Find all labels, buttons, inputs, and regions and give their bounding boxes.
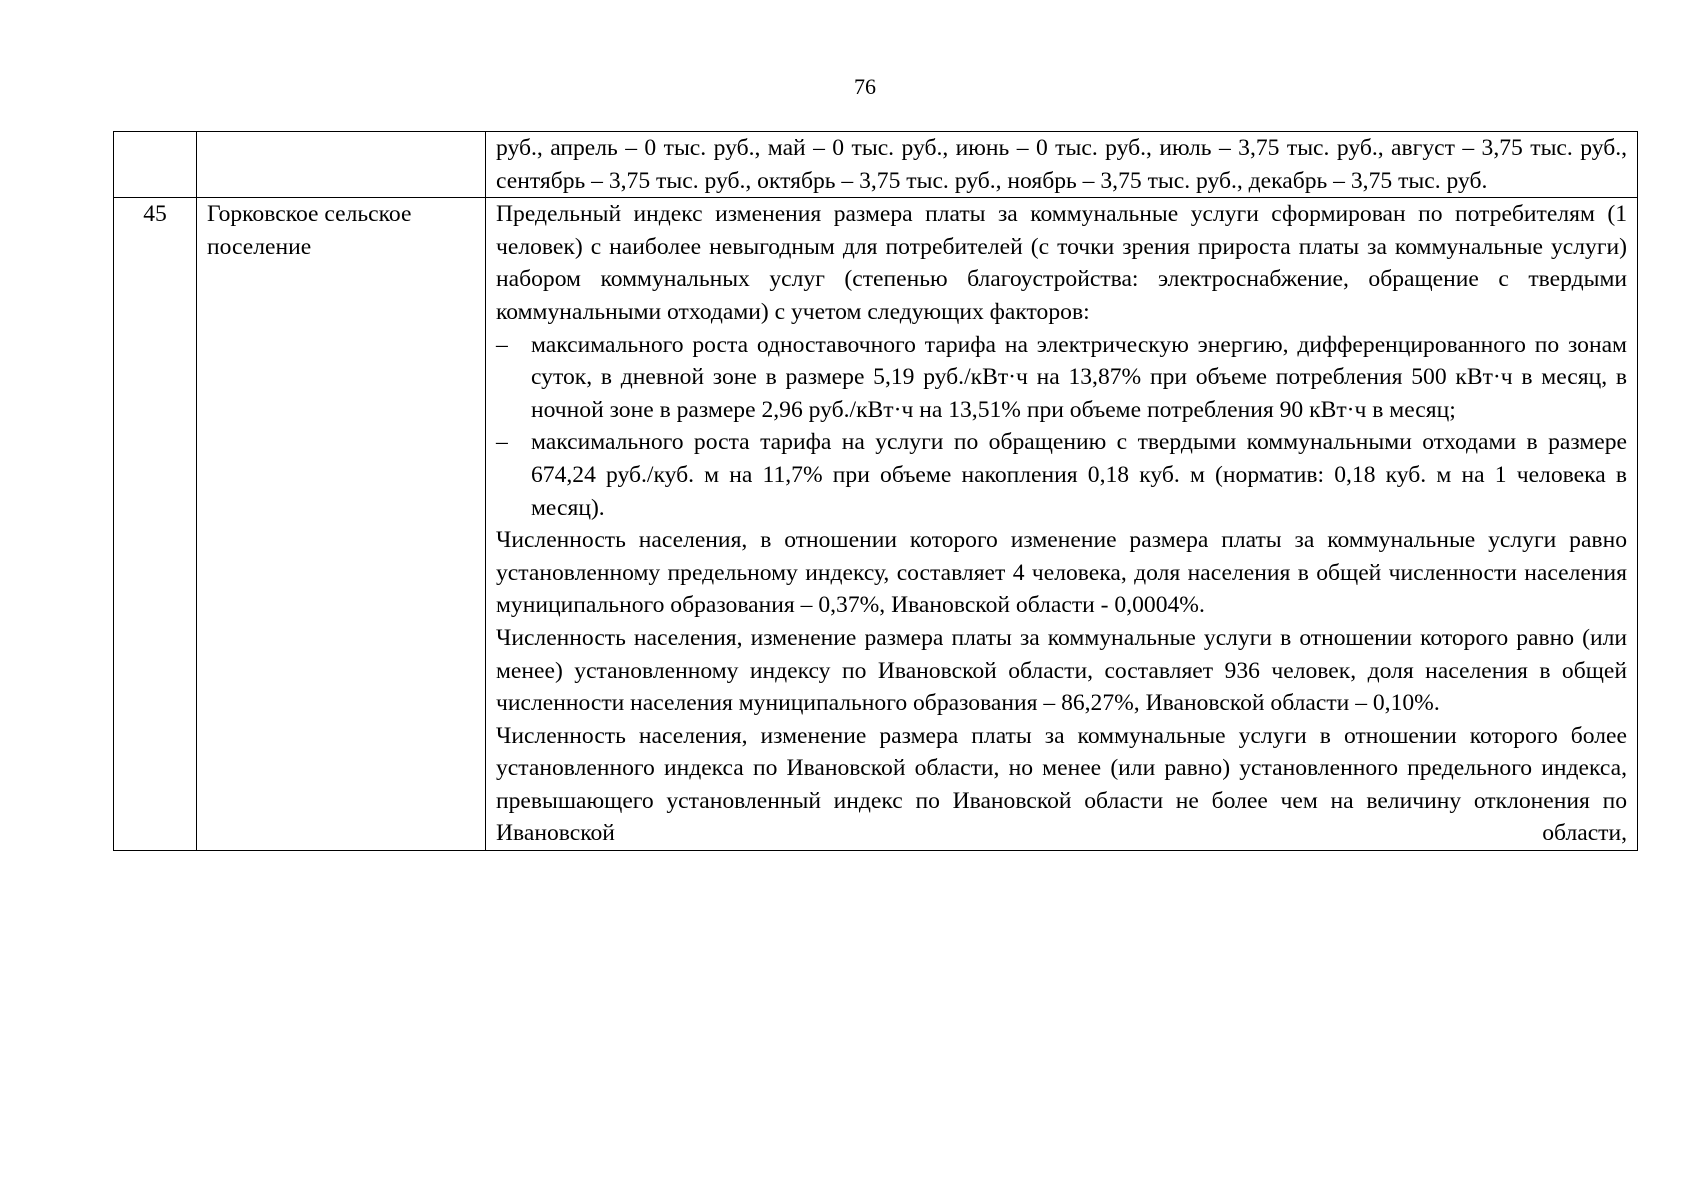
table-row-continuation <box>114 132 1638 198</box>
description-cell <box>486 198 1638 851</box>
continuation-text: руб., апрель – 0 тыс. руб., май – 0 тыс. руб., июнь – 0 тыс. руб., июль – 3,75 тыс. руб., август – 3,75 тыс. руб., сентябрь – 3,75 тыс. руб., октябрь – 3,75 тыс. руб., ноябрь – 3,75 тыс. руб., декабрь – 3,75 тыс. руб. <box>496 135 1627 194</box>
settlement-name-cell: Горковское сельское поселение <box>197 198 486 851</box>
factor-text: максимального роста одноставочного тарифа на электрическую энергию, дифференцированного по зонам суток, в дневной зоне в размере 5,19 руб./кВт·ч на 13,87% при объеме потребления 500 кВт·ч в месяц, в ночной зоне в размере 2,96 руб./кВт·ч на 13,51% при объеме потребления 90 кВт·ч в месяц; <box>531 331 1627 423</box>
row-number-cell <box>114 132 197 198</box>
settlement-name-cell <box>197 132 486 198</box>
intro-paragraph: Предельный индекс изменения размера платы за коммунальные услуги сформирован по потребителям (1 человек) с наиболее невыгодным для потребителей (с точки зрения прироста платы за коммунальные услуги) набором коммунальных услуг (степенью благоустройства: электроснабжение, обращение с твердыми коммунальными отходами) с учетом следующих факторов: <box>496 201 1627 325</box>
factor-item <box>496 329 1627 427</box>
table-row-45 <box>114 198 1638 851</box>
population-paragraph: Численность населения, изменение размера платы за коммунальные услуги в отношении которого равно (или менее) установленному индексу по Ивановской области, составляет 936 человек, доля населения в общей численности населения муниципального образования – 86,27%, Ивановской области – 0,10%. <box>496 624 1627 717</box>
tariff-index-table <box>113 131 1638 851</box>
row-number-cell: 45 <box>114 198 197 851</box>
page-number: 76 <box>854 74 876 99</box>
dash-bullet: – <box>496 429 508 456</box>
description-cell <box>486 132 1638 198</box>
population-paragraph: Численность населения, изменение размера платы за коммунальные услуги в отношении которого более установленного индекса по Ивановской области, но менее (или равно) установленного предельного индекса, превышающего установленный индекс по Ивановской области не более чем на величину отклонения по Ивановской области, <box>496 722 1627 847</box>
population-paragraph: Численность населения, в отношении которого изменение размера платы за коммунальные услуги равно установленному предельному индексу, составляет 4 человека, доля населения в общей численности населения муниципального образования – 0,37%, Ивановской области - 0,0004%. <box>496 527 1627 619</box>
factor-item <box>496 426 1627 524</box>
dash-bullet: – <box>496 331 508 358</box>
factor-text: максимального роста тарифа на услуги по обращению с твердыми коммунальными отходами в размере 674,24 руб./куб. м на 11,7% при объеме накопления 0,18 куб. м (норматив: 0,18 куб. м на 1 человека в месяц). <box>531 429 1627 521</box>
factors-list <box>496 329 1627 525</box>
